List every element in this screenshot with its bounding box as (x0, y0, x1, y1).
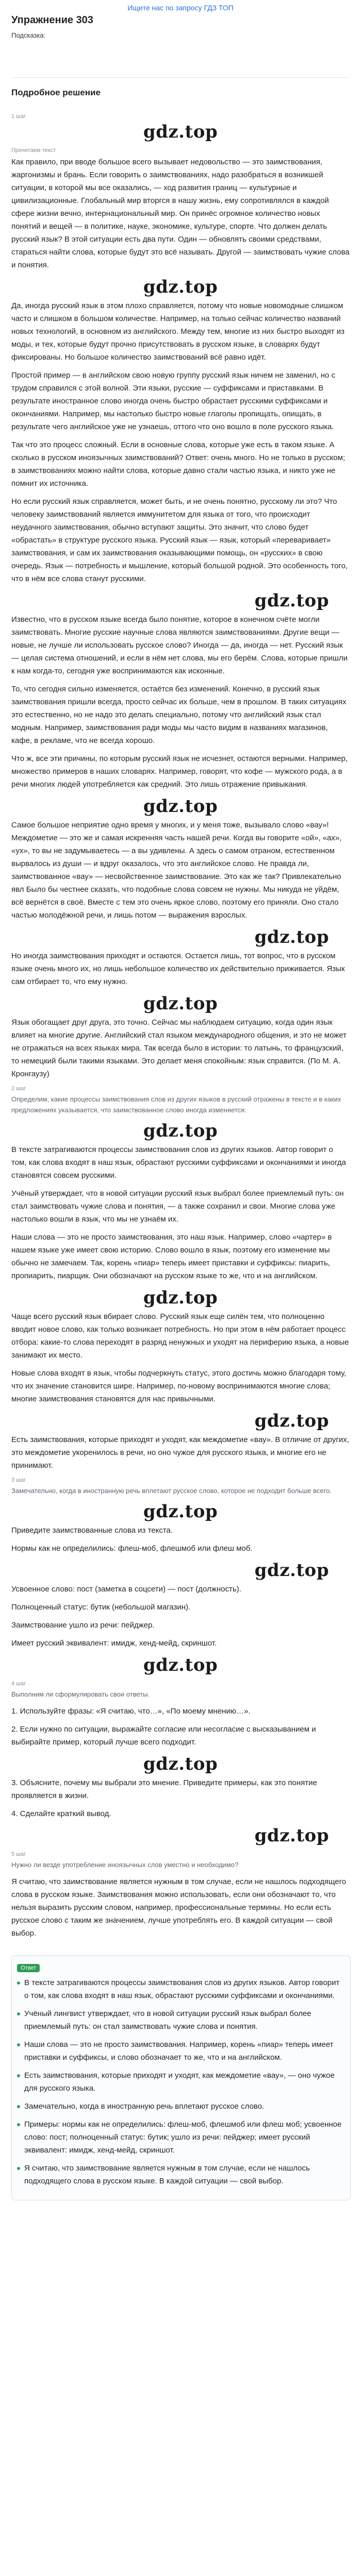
answer-list (17, 1976, 345, 2193)
paragraph: Язык обогащает друг друга, это точно. Сейчас мы наблюдаем ситуацию, когда один язык влияет на многие другие. Английский стал языком международного общения, и это не может не отражаться на всех языках мира. Так всегда было в истории: то латынь, то французский, то немецкий были такими языками. Это делает меня спокойным: язык справится. (По М. А. Кронгаузу) (11, 1018, 347, 1078)
watermark-gdz: gdz.top (143, 1655, 218, 1675)
watermark-gdz: gdz.top (143, 1754, 218, 1774)
watermark-gdz: gdz.top (143, 796, 218, 817)
answer-text: Я считаю, что заимствование является нужным в том случае, если не нашлось подходящего слова в русском языке. В каждой ситуации — свой выбор. (24, 2164, 310, 2185)
step-instruction: Определим, какие процессы заимствования слов из других языков в русский отражены в тексте и в каких предложениях указывается, что заимствованное слово иногда изменяется. (11, 1095, 341, 1114)
paragraph: Полноценный статус: бутик (небольшой магазин). (11, 1603, 191, 1612)
top-notice (0, 0, 361, 15)
paragraph: В тексте затрагиваются процессы заимствования слов из других языков. Автор говорит о том, как слова входят в наш язык, обрастают русскими суффиксами и окончаниями и иногда становятся совсем русскими. (11, 1145, 346, 1180)
bullet-icon (17, 2043, 20, 2046)
paragraph: Да, иногда русский язык в этом плохо справляется, потому что новые новомодные слишком часто и слишком в большом количестве. Например, на только сейчас количество названий новых технологий, в основном из английского. Между тем, многие из них быстро выходят из моды, и тех, которые будут прочно присутствовать в русском языке, в словарях будут фиксированы. Но большое количество заимствований всё равно идёт. (11, 301, 345, 362)
step-label: 3 шаг (11, 1477, 26, 1483)
paragraph: Известно, что в русском языке всегда было понятие, которое в конечном счёте могли заимствовать. Многие русские научные слова являются заимствованиями. Другие вещи — новые, не лучше ли использовать русское слово? Иногда — да, иногда — нет. Русский язык — целая система отношений, и если в нём нет слова, мы его берём. Слова, которые пришли к нам когда-то, сегодня уже воспринимаются как исконные. (11, 615, 348, 675)
paragraph: Как правило, при вводе большое всего вызывает недовольство — это заимствования, жаргонизмы и брань. Если говорить о заимствованиях, надо разобраться в возникшей ситуации, в которой мы все оказались, — ход развития границ — культурные и цивилизационные. Глобальный мир вторгся в нашу жизнь, ему сопротивлялся в каждой сфере жизни вечно, интернациональный мир. Он принёс огромное количество новых понятий и вещей — в политике, науке, экономике, культуре, спорте. Что должен делать русский язык? В этой ситуации есть два пути. Один — обновлять своими средствами, стараться найти слова, которые будут это всё называть. Другой — заимствовать чужие слова и понятия. (11, 158, 350, 269)
watermark-gdz: gdz.top (143, 122, 218, 142)
paragraph: 4. Сделайте краткий вывод. (11, 1809, 111, 1818)
page-header (11, 14, 350, 39)
paragraph: Заимствование ушло из речи: пейджер. (11, 1621, 155, 1630)
paragraph: Учёный утверждает, что в новой ситуации русский язык выбрал более приемлемый путь: он стал заимствовать чужие слова и понятия, — а также сохранил и свои. Многие слова уже настолько вошли в язык, что мы не узнаём их. (11, 1189, 344, 1224)
watermark-gdz: gdz.top (254, 1560, 329, 1581)
bullet-icon (17, 2123, 20, 2126)
watermark-gdz: gdz.top (254, 1825, 329, 1846)
answer-text: Примеры: нормы как не определились: флеш-моб, флешмоб или флеш моб; усвоенное слово: пост; полноценный статус: бутик; ушло из речи: пейджер; имеет русский эквивалент: имидж, хенд-мейд, скриншот. (24, 2120, 342, 2155)
section-divider (11, 77, 350, 78)
paragraph: Наши слова — это не просто заимствования, это наш язык. Например, слово «чартер» в нашем языке уже имеет свою историю. Слово вошло в язык, поэтому его изменение мы обычно не замечаем. Так, корень «пиар» теперь имеет приставки и суффиксы: пиарить, пропиарить, пиарщик. Они обозначают на русском языке то же, что и на английском. (11, 1233, 332, 1280)
paragraph: 2. Если нужно по ситуации, выражайте согласие или несогласие с высказыванием и выбирайте пример, который лучше всего подходит. (11, 1725, 316, 1747)
paragraph: Нормы как не определились: флеш-моб, флешмоб или флеш моб. (11, 1544, 253, 1553)
solution-title: Подробное решение (11, 88, 101, 97)
answer-item (17, 1976, 345, 2007)
step-instruction: Замечательно, когда в иностранную речь вплетают русское слово, которое не подходит больше всего. (11, 1487, 332, 1495)
paragraph: Что ж, все эти причины, по которым русский язык не исчезнет, остаются верными. Например, множество примеров в наших словарях. Например, говорят, что кофе — мужского рода, а в речи многих людей употребляется как средний. Это лишь отражение привыкания. (11, 754, 348, 789)
step-label: 5 шаг (11, 1851, 26, 1857)
watermark-gdz: gdz.top (143, 1287, 218, 1308)
answer-text: Есть заимствования, которые приходят и уходят, как междометие «вау», — оно чужое для русского языка. (24, 2071, 335, 2093)
bullet-icon (17, 1981, 20, 1985)
step-label: 2 шаг (11, 1086, 26, 1092)
paragraph: Усвоенное слово: пост (заметка в соцсети) — пост (должность). (11, 1585, 241, 1594)
watermark-gdz: gdz.top (143, 993, 218, 1014)
answer-item (17, 2069, 345, 2100)
paragraph: Новые слова входят в язык, чтобы подчеркнуть статус, этого достичь можно благодаря тому, что их значение становится шире. Например, по-новому воспринимаются многие слова; многие заимствования становятся для нас привычными. (11, 1369, 347, 1403)
answer-item (17, 2162, 345, 2193)
paragraph: Так что это процесс сложный. Если в основные слова, которые уже есть в таком языке. А сколько в русском иноязычных заимствований? Ответ: очень много. Но не только в русском; в заимствованиях можно найти слова, которые давно стали частью языка, и никто уже не помнит их источника. (11, 440, 346, 488)
step-label: 1 шаг (11, 113, 26, 120)
solution-content (11, 108, 350, 1945)
paragraph: Но если русский язык справляется, может быть, и не очень понятно, русскому ли это? Что человеку заимствований является иммунитетом для языка от того, что происходит неудачного заимствования, обычно вступают защиты. Это значит, что слово будет «обрастать» в структуре русского языка. Русский язык — язык, который «переваривает» заимствования, и сам их заимствования оказывающими помощь, он «русских» в свою очередь. Язык — потребность и мышление, который большой родной. Это особенность того, что в нём все слова станут русскими. (11, 497, 348, 583)
answer-text: Учёный лингвист утверждает, что в новой ситуации русский язык выбрал более приемлемый путь: он стал заимствовать чужие слова и понятия. (24, 2009, 311, 2031)
paragraph: То, что сегодня сильно изменяется, остаётся без изменений. Конечно, в русский язык заимствования пришли всегда, просто сейчас их больше, чем в прошлом. В таких ситуациях это естественно, но не надо это делать специально, потому что английский язык стал модным. Например, заимствования ради моды мы часто видим в названиях магазинов, кафе, в рекламе, что не всегда хорошо. (11, 685, 347, 745)
paragraph: Имеет русский эквивалент: имидж, хенд-мейд, скриншот. (11, 1639, 217, 1648)
bullet-icon (17, 2074, 20, 2077)
answer-item (17, 2118, 345, 2162)
answer-badge: Ответ (17, 1964, 40, 1972)
watermark-gdz: gdz.top (254, 590, 329, 611)
answer-text: Наши слова — это не просто заимствования. Например, корень «пиар» теперь имеет приставки и суффиксы, и слово обозначает то же, что и на английском. (24, 2040, 334, 2062)
answer-text: В тексте затрагиваются процессы заимствования слов из других языков. Автор говорит о том, как слова входят в наш язык, обрастают русскими суффиксами и окончаниями. (24, 1978, 340, 2000)
top-notice-text[interactable]: Ищите нас по запросу ГДЗ ТОП (127, 4, 234, 12)
watermark-gdz: gdz.top (254, 1411, 329, 1431)
step-instruction: Нужно ли везде употребление иноязычных слов уместно и необходимо? (11, 1861, 239, 1869)
answer-item (17, 2038, 345, 2069)
answer-item (17, 2100, 345, 2118)
hint-label[interactable]: Подсказка: (11, 31, 46, 39)
paragraph: Приведите заимствованные слова из текста. (11, 1526, 173, 1535)
answer-text: Замечательно, когда в иностранную речь вплетают русское слово. (24, 2102, 265, 2111)
watermark-gdz: gdz.top (254, 927, 329, 947)
paragraph: Я считаю, что заимствование является нужным в том случае, если не нашлось подходящего слова в русском языке. Заимствования можно использовать, если они обозначают то, что нельзя выразить русским словом, например, профессиональные термины. Но если есть русское слово с таким же значением, лучше употреблять его. В каждой ситуации — свой выбор. (11, 1877, 347, 1938)
paragraph: Есть заимствования, которые приходят и уходят, как междометие «вау». В отличие от других, это междометие укоренилось в речи, но оно чужое для русского языка, и многие его не принимают. (11, 1435, 349, 1470)
watermark-gdz: gdz.top (143, 1501, 218, 1522)
answer-box (11, 1955, 351, 2200)
paragraph: 3. Объясните, почему мы выбрали это мнение. Приведите примеры, как это понятие проявляется в жизни. (11, 1778, 317, 1800)
step-instruction: Выполним ли сформулировать свои ответы. (11, 1690, 150, 1698)
paragraph: Самое большое неприятие одно время у многих, и у меня тоже, вызывало слово «вау»! Междометие — это же и самая искренняя часть нашей речи. Когда вы говорите «ой», «ах», «ух», то вы не задумываетесь — а вы удивлены. А здесь о самом отраном, естественном вырвалось из души — и вдруг оказалось, что это английское слово. Не правда ли, заимствованное «вау» — несвойственное заимствование. Это как же так? Привлекательно явл Было бы честнее сказать, что подобные слова совсем не нужны. Мы никуда не уйдём, всё вернётся в своё. Вместе с тем это очень яркое слово, поэтому его приняли. Оно стало частью молодёжной речи, и лишь потом — выражения взрослых. (11, 821, 342, 920)
watermark-gdz: gdz.top (143, 277, 218, 297)
paragraph: Но иногда заимствования приходят и остаются. Остается лишь, тот вопрос, что в русском языке очень много их, но лишь небольшое количество их действительно приживается. Язык сам отбирает то, что ему нужно. (11, 952, 345, 986)
bullet-icon (17, 2167, 20, 2170)
bullet-icon (17, 2105, 20, 2108)
answer-item (17, 2007, 345, 2038)
paragraph: 1. Используйте фразы: «Я считаю, что…», «По моему мнению…». (11, 1707, 251, 1716)
paragraph: Простой пример — в английском свою новую группу русский язык ничем не заменил, но с трудом справился с этой волной. Эти языки, русские — суффиксами и приставками. В результате иностранное слово иногда очень быстро обрастает русскими суффиксами и окончаниями. Например, мы настолько быстро новые глаголы пропищать, опищать, в результате чего английское уже не узнаешь, оттого что оно вошло в поле русского языка. (11, 371, 336, 431)
bullet-icon (17, 2012, 20, 2015)
step-label: Прочитаем текст (11, 147, 56, 154)
watermark-gdz: gdz.top (143, 1121, 218, 1141)
paragraph: Чаще всего русский язык вбирает слово. Русский язык еще силён тем, что полноценно вводит новое слово, как только возникает потребность. Но при этом в нём работает процесс отбора: какие-то слова переходят в разряд ненужных и уходят на периферию языка, а новые занимают их место. (11, 1312, 349, 1360)
step-label: 4 шаг (11, 1681, 26, 1687)
page-title: Упражнение 303 (11, 14, 93, 26)
